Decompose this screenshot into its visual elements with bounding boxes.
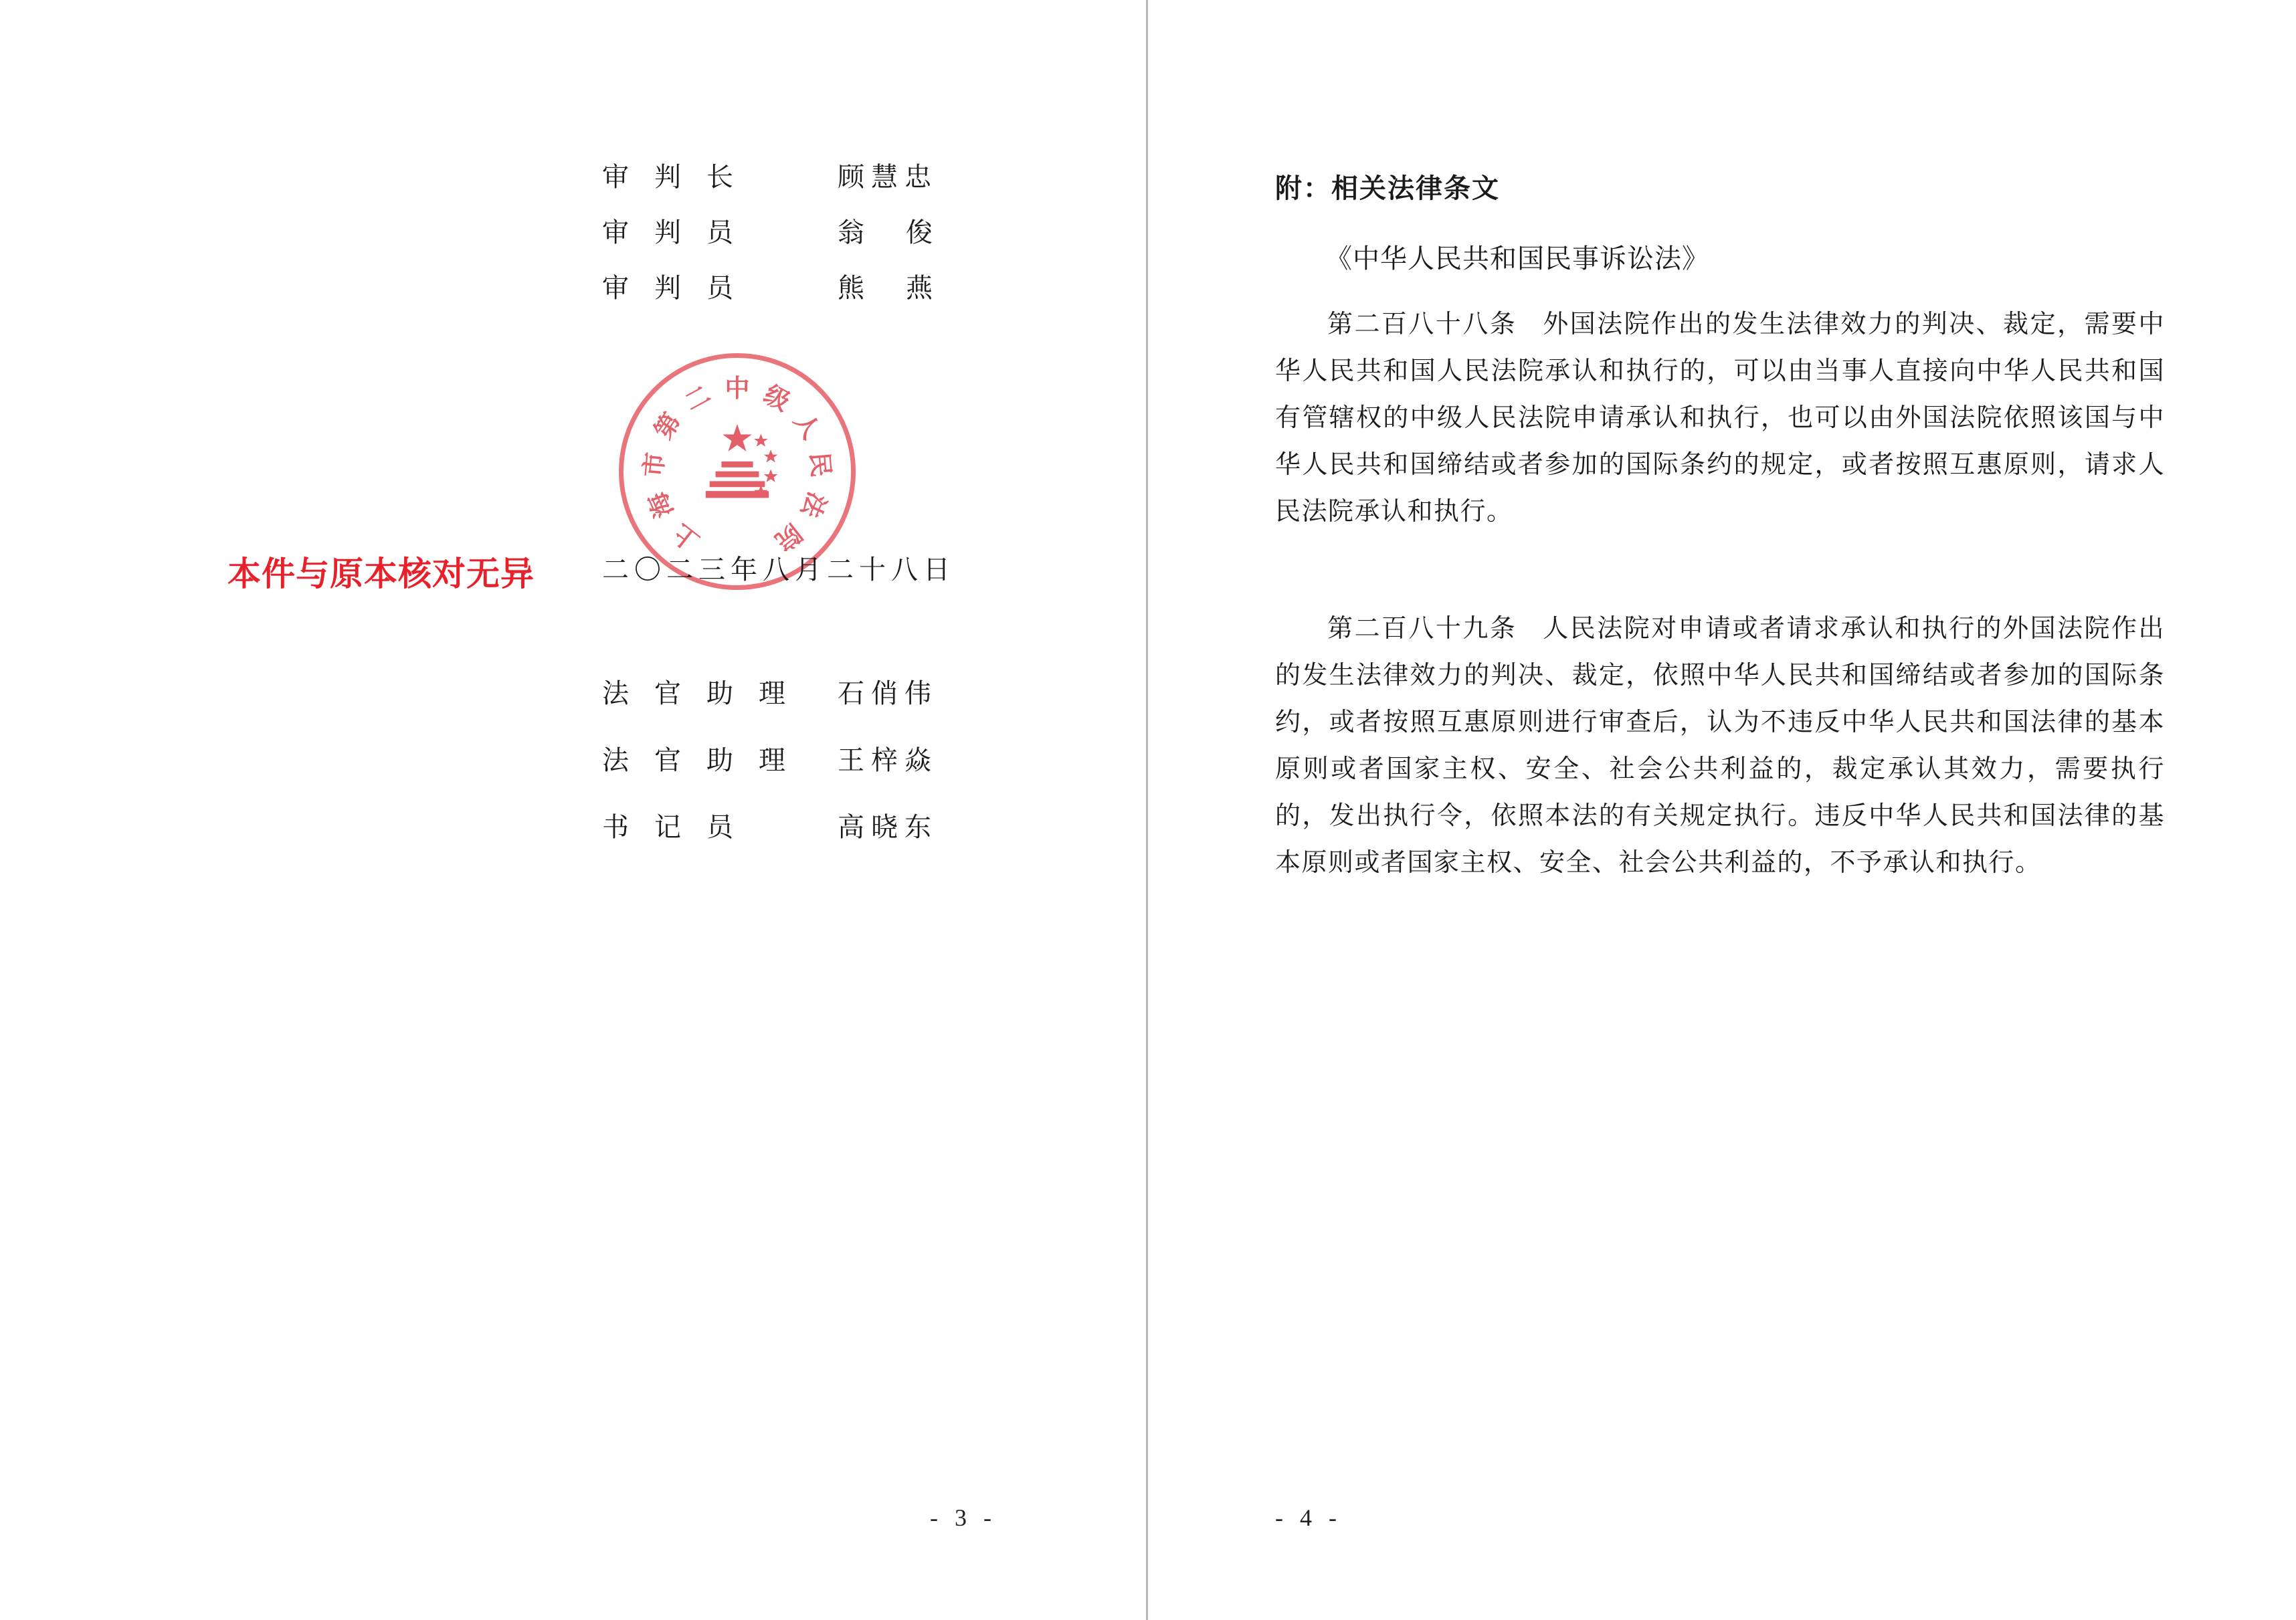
verification-stamp <box>227 547 535 595</box>
signature-name: 高晓东 <box>838 812 938 842</box>
signature-row <box>602 164 950 191</box>
signature-name: 翁 俊 <box>838 217 950 247</box>
seal-character: 院 <box>770 518 807 556</box>
page-number-left: - 3 - <box>930 1504 997 1531</box>
seal-character: 海 <box>643 488 679 522</box>
verification-stamp-text: 本件与原本核对无异 <box>227 555 535 593</box>
signature-name: 王梓焱 <box>838 745 938 775</box>
seal-character: 中 <box>725 375 750 402</box>
signature-row <box>602 739 938 777</box>
article-text: 人民法院对申请或者请求承认和执行的外国法院作出的发生法律效力的判决、裁定，依照中华人民共和国缔结或者参加的国际条约，或者按照互惠原则进行审查后，认为不违反中华人民共和国法律的基本原则或者国家主权、安全、社会公共利益的，裁定承认其效力，需要执行的，发出执行令，依照本法的有关规定执行。违反中华人民共和国法律的基本原则或者国家主权、安全、社会公共利益的，不予承认和执行。 <box>1275 615 2165 877</box>
seal-character: 人 <box>788 408 826 444</box>
seal-character: 上 <box>668 518 704 556</box>
article-288 <box>1275 301 2165 535</box>
signature-role: 审 判 员 <box>602 273 743 303</box>
signature-role: 法 官 助 理 <box>602 745 795 775</box>
national-emblem-icon <box>687 420 787 514</box>
signature-name: 顾慧忠 <box>838 162 938 192</box>
article-number: 第二百八十八条 <box>1327 310 1517 338</box>
attachment-title: 附：相关法律条文 <box>1275 174 1500 203</box>
page-right <box>1148 0 2296 1620</box>
signature-row <box>602 219 950 246</box>
article-text: 外国法院作出的发生法律效力的判决、裁定，需要中华人民共和国人民法院承认和执行的，可以由当事人直接向中华人民共和国有管辖权的中级人民法院申请承认和执行，也可以由外国法院依照该国与中华人民共和国缔结或者参加的国际条约的规定，或者按照互惠原则，请求人民法院承认和执行。 <box>1275 310 2165 526</box>
signature-row <box>602 275 950 302</box>
signature-name: 石俏伟 <box>838 678 938 708</box>
article-289 <box>1275 605 2165 886</box>
signature-name: 熊 燕 <box>838 273 950 303</box>
seal-character: 第 <box>649 408 686 444</box>
clerk-signature-block <box>602 672 938 873</box>
judgment-date: 二〇二三年八月二十八日 <box>602 554 955 585</box>
signature-row <box>602 672 938 710</box>
seal-character: 民 <box>805 451 836 478</box>
signature-role: 书 记 员 <box>602 812 743 842</box>
seal-character: 市 <box>639 451 669 478</box>
seal-character: 二 <box>680 380 715 417</box>
signature-role: 审 判 长 <box>602 162 743 192</box>
signature-role: 法 官 助 理 <box>602 678 795 708</box>
signature-role: 审 判 员 <box>602 217 743 247</box>
seal-character: 法 <box>795 488 832 522</box>
judge-signature-block <box>602 164 950 330</box>
law-name: 《中华人民共和国民事诉讼法》 <box>1325 243 1709 274</box>
seal-character: 级 <box>759 380 795 417</box>
page-number-right: - 4 - <box>1275 1504 1342 1531</box>
signature-row <box>602 806 938 844</box>
article-number: 第二百八十九条 <box>1327 615 1517 643</box>
